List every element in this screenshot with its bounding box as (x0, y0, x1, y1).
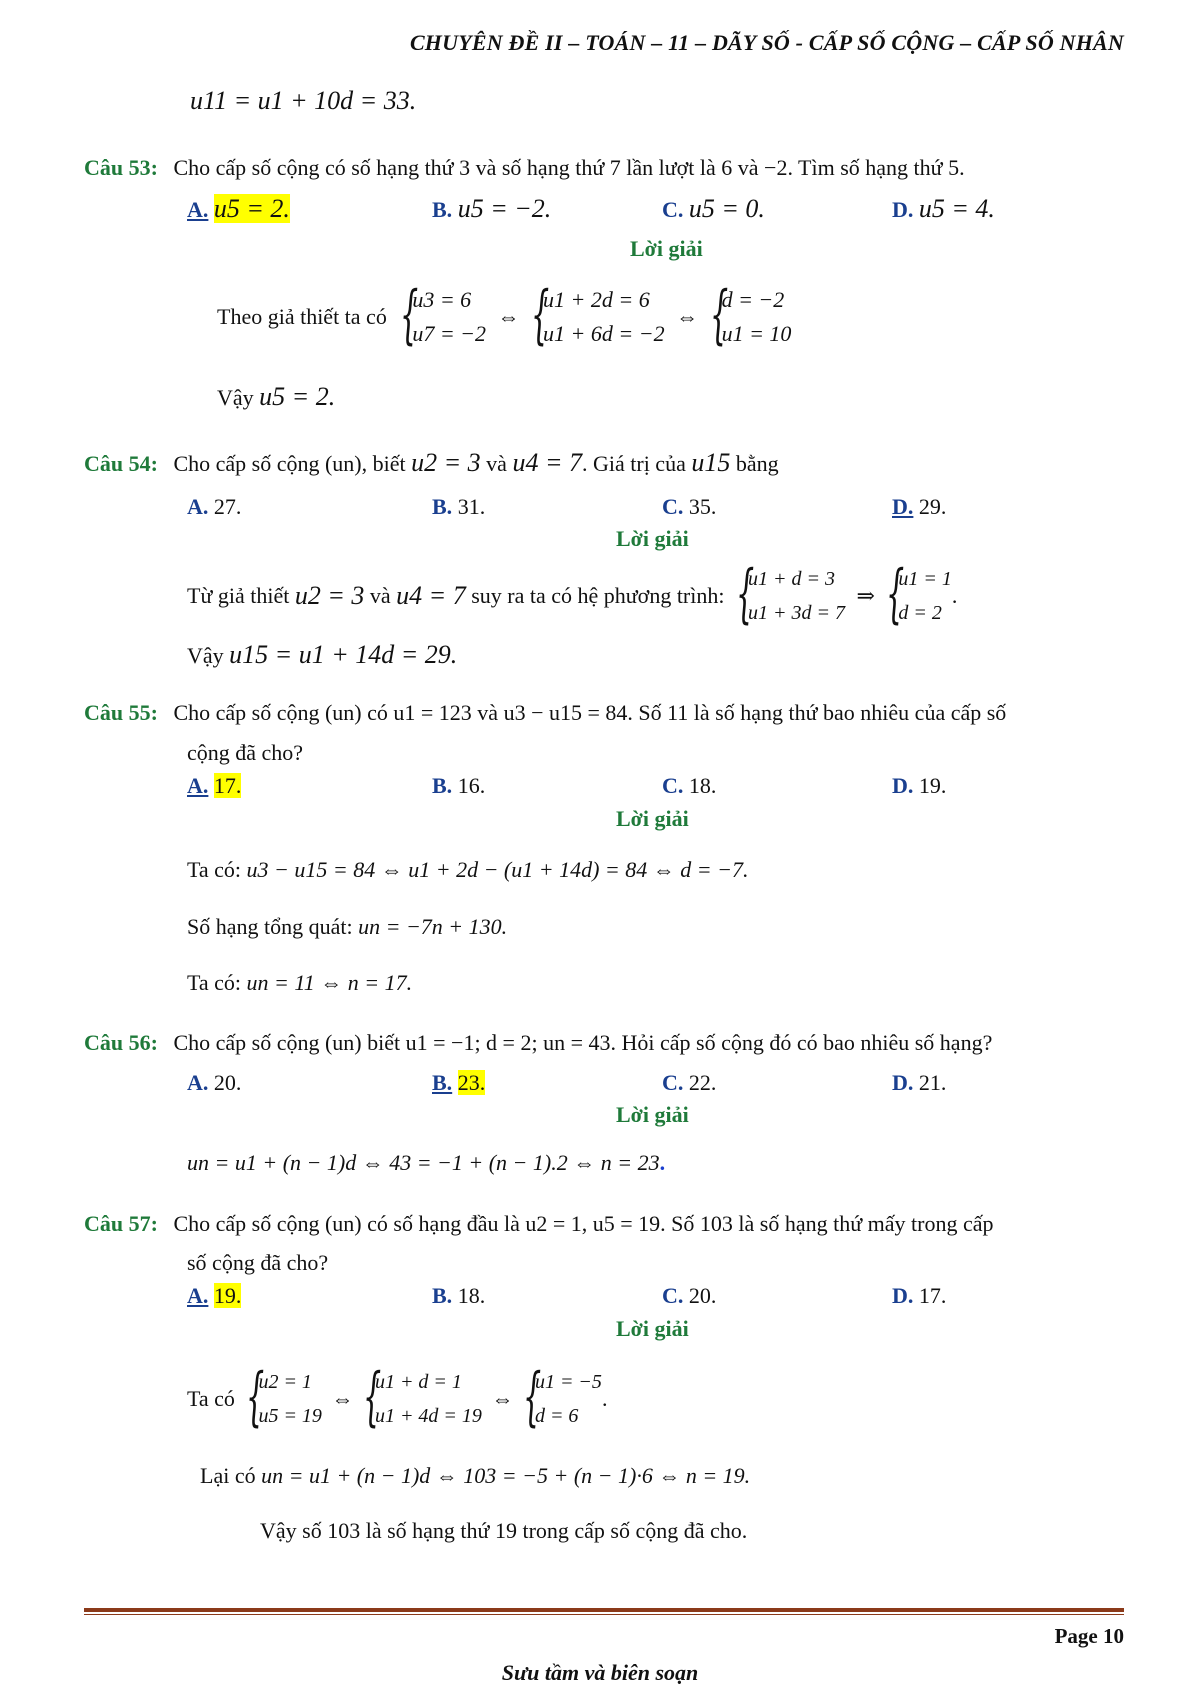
option-a[interactable] (187, 194, 290, 224)
option-c[interactable] (662, 1283, 716, 1309)
option-value: u5 = 4. (918, 194, 995, 223)
solution-55-line-3 (187, 970, 412, 996)
system-row: u1 + 3d = 7 (747, 602, 845, 624)
solution-54-system: Từ giả thiết u2 = 3 và u4 = 7 suy ra ta có hệ phương trình: { u1 + d = 3 u1 + 3d = 7 ⇒ { u1 = 1 d = 2 . (187, 557, 958, 631)
option-value: 17. (213, 773, 242, 798)
system-row: u1 = 10 (721, 321, 792, 346)
option-c[interactable] (662, 1070, 716, 1096)
option-value: u5 = 2. (213, 194, 290, 223)
question-54 (84, 448, 779, 478)
question-text: Cho cấp số cộng (un) có u1 = 123 và u3 − u15 = 84. Số 11 là số hạng thứ bao nhiêu của cấp số (173, 700, 1007, 725)
solution-heading: Lời giải (616, 1316, 689, 1341)
solution-equation: u3 − u15 = 84 ⇔ u1 + 2d − (u1 + 14d) = 84 ⇔ d = −7. (246, 857, 749, 882)
solution-prefix: Ta có: (187, 970, 242, 995)
option-letter: D. (892, 197, 914, 222)
brace-icon: { (531, 278, 550, 352)
footer-rule-thin (84, 1614, 1124, 1615)
option-letter: B. (432, 494, 453, 519)
system-row: u1 + d = 1 (374, 1371, 462, 1393)
solution-prefix: Lại có (200, 1463, 256, 1488)
option-letter: C. (662, 197, 684, 222)
solution-equation: un = 11 ⇔ n = 17. (246, 970, 413, 995)
solution-prefix: Ta có: (187, 857, 242, 882)
solution-54-conclusion (187, 640, 457, 670)
option-c[interactable] (662, 773, 716, 799)
system-row: d = 6 (534, 1405, 579, 1427)
system-row: d = 2 (898, 602, 942, 624)
solution-heading: Lời giải (616, 526, 689, 551)
solution-57-line-3: Vậy số 103 là số hạng thứ 19 trong cấp số cộng đã cho. (260, 1518, 748, 1543)
option-c[interactable] (662, 494, 716, 520)
solution-equation: un = u1 + (n − 1)d ⇔ 103 = −5 + (n − 1)·6 ⇔ n = 19. (261, 1463, 751, 1488)
option-value: 16. (457, 773, 486, 798)
option-letter: C. (662, 494, 684, 519)
question-text: Cho cấp số cộng có số hạng thứ 3 và số hạng thứ 7 lần lượt là 6 và −2. Tìm số hạng thứ 5. (173, 155, 965, 180)
question-55 (84, 700, 1006, 726)
solution-equation: un = u1 + (n − 1)d ⇔ 43 = −1 + (n − 1).2 ⇔ n = 23 (187, 1150, 660, 1175)
system-row: u1 = −5 (534, 1371, 602, 1393)
system-1 (246, 1360, 322, 1434)
option-d[interactable] (892, 1070, 946, 1096)
solution-53-conclusion (217, 382, 335, 412)
option-value: 17. (918, 1283, 947, 1308)
question-label: Câu 53: (84, 155, 158, 180)
option-a[interactable] (187, 773, 241, 799)
conclusion-equation: u15 = u1 + 14d = 29. (229, 640, 458, 669)
option-letter: B. (432, 1283, 453, 1308)
brace-icon: { (400, 278, 419, 352)
question-math: u2 = 3 (411, 448, 481, 477)
solution-heading: Lời giải (630, 236, 703, 261)
question-math: u15 (691, 448, 731, 477)
page-number: Page 10 (1054, 1624, 1124, 1648)
option-letter: D. (892, 1070, 914, 1095)
option-letter: B. (432, 773, 453, 798)
question-text: . Giá trị của (581, 451, 686, 476)
solution-text: và (369, 583, 391, 608)
brace-icon: { (522, 1360, 542, 1434)
carry-over-equation: u11 = u1 + 10d = 33. (190, 86, 417, 115)
question-text: Cho cấp số cộng (un), biết (173, 451, 406, 476)
conclusion-equation: u5 = 2. (259, 382, 336, 411)
system-row: u1 + 4d = 19 (374, 1405, 482, 1427)
option-letter: D. (892, 494, 914, 519)
option-c[interactable] (662, 194, 765, 224)
solution-math: u2 = 3 (294, 581, 365, 610)
equivalence-icon: ⇔ (676, 304, 699, 329)
option-letter: A. (187, 197, 209, 222)
solution-57-system: Ta có { u2 = 1 u5 = 19 ⇔ { u1 + d = 1 u1 + 4d = 19 ⇔ { u1 = −5 d = 6 . (187, 1360, 608, 1434)
option-value: 20. (213, 1070, 242, 1095)
option-value: 21. (918, 1070, 947, 1095)
question-55-continuation: cộng đã cho? (187, 740, 304, 765)
option-letter: C. (662, 773, 684, 798)
system-1 (400, 278, 487, 352)
system-row: u2 = 1 (258, 1371, 312, 1393)
system-1 (735, 557, 845, 631)
option-letter: A. (187, 1283, 209, 1308)
solution-57-line-2 (200, 1463, 750, 1489)
option-value: 31. (457, 494, 486, 519)
solution-55-line-1 (187, 857, 748, 883)
question-math: u4 = 7 (512, 448, 582, 477)
option-value: 23. (457, 1070, 486, 1095)
equivalence-icon: ⇔ (491, 1386, 514, 1411)
option-value: 20. (688, 1283, 717, 1308)
system-row: d = −2 (721, 287, 785, 312)
option-a[interactable] (187, 1070, 241, 1096)
solution-text: suy ra ta có hệ phương trình: (471, 583, 725, 608)
option-b[interactable] (432, 773, 485, 799)
option-letter: A. (187, 773, 209, 798)
system-2 (362, 1360, 482, 1434)
option-b[interactable] (432, 194, 551, 224)
system-row: u1 = 1 (898, 568, 952, 590)
question-label: Câu 55: (84, 700, 158, 725)
system-row: u5 = 19 (258, 1405, 322, 1427)
footer-credit: Sưu tầm và biên soạn (501, 1660, 699, 1685)
option-value: 19. (213, 1283, 242, 1308)
option-value: 27. (213, 494, 242, 519)
system-row: u3 = 6 (412, 287, 472, 312)
brace-icon: { (735, 557, 755, 631)
system-row: u1 + 6d = −2 (543, 321, 665, 346)
solution-prefix: Số hạng tổng quát: (187, 914, 353, 939)
equivalence-icon: ⇔ (331, 1386, 354, 1411)
conclusion-prefix: Vậy (187, 643, 224, 668)
option-d[interactable] (892, 494, 946, 520)
solution-math: u4 = 7 (396, 581, 466, 610)
option-value: 18. (457, 1283, 486, 1308)
brace-icon: { (709, 278, 728, 352)
option-a[interactable] (187, 1283, 241, 1309)
solution-53-system (217, 278, 792, 352)
system-row: u1 + 2d = 6 (543, 287, 650, 312)
solution-intro: Ta có (187, 1386, 235, 1411)
brace-icon: { (886, 557, 905, 631)
question-label: Câu 54: (84, 451, 158, 476)
option-b[interactable] (432, 494, 485, 520)
option-d[interactable] (892, 1283, 946, 1309)
system-row: u1 + d = 3 (747, 568, 835, 590)
option-letter: B. (432, 197, 453, 222)
option-letter: C. (662, 1283, 684, 1308)
equivalence-icon: ⇔ (497, 304, 520, 329)
question-label: Câu 56: (84, 1030, 158, 1055)
system-row: u7 = −2 (412, 321, 487, 346)
system-2 (886, 557, 952, 631)
question-label: Câu 57: (84, 1211, 158, 1236)
option-d[interactable] (892, 773, 946, 799)
option-letter: D. (892, 773, 914, 798)
question-53 (84, 155, 965, 181)
question-57-continuation: số cộng đã cho? (187, 1250, 329, 1275)
option-value: 18. (688, 773, 717, 798)
conclusion-prefix: Vậy (217, 385, 254, 410)
system-2 (531, 278, 665, 352)
option-letter: B. (432, 1070, 453, 1095)
page-header: CHUYÊN ĐỀ II – TOÁN – 11 – DÃY SỐ - CẤP SỐ CỘNG – CẤP SỐ NHÂN (409, 30, 1124, 55)
solution-period: . (659, 1150, 666, 1175)
system-3 (522, 1360, 602, 1434)
option-value: u5 = 0. (688, 194, 765, 223)
option-value: u5 = −2. (457, 194, 552, 223)
option-letter: C. (662, 1070, 684, 1095)
footer-rule (84, 1608, 1124, 1612)
option-letter: A. (187, 1070, 209, 1095)
option-d[interactable] (892, 194, 995, 224)
implies-icon: ⇒ (856, 583, 875, 608)
brace-icon: { (362, 1360, 382, 1434)
question-text: và (486, 451, 507, 476)
question-text: Cho cấp số cộng (un) có số hạng đầu là u2 = 1, u5 = 19. Số 103 là số hạng thứ mấy trong cấp (173, 1211, 994, 1236)
option-value: 22. (688, 1070, 717, 1095)
question-56 (84, 1030, 992, 1056)
option-b[interactable] (432, 1070, 485, 1096)
solution-heading: Lời giải (616, 1102, 689, 1127)
solution-heading: Lời giải (616, 806, 689, 831)
option-b[interactable] (432, 1283, 485, 1309)
question-57 (84, 1211, 994, 1237)
brace-icon: { (246, 1360, 265, 1434)
option-letter: A. (187, 494, 209, 519)
solution-55-line-2 (187, 914, 507, 940)
solution-56-line-1 (187, 1150, 665, 1176)
solution-equation: un = −7n + 130. (358, 914, 508, 939)
option-letter: D. (892, 1283, 914, 1308)
question-text: bằng (735, 451, 779, 476)
option-value: 19. (918, 773, 947, 798)
option-value: 29. (918, 494, 947, 519)
option-value: 35. (688, 494, 717, 519)
option-a[interactable] (187, 494, 241, 520)
system-3 (709, 278, 792, 352)
question-text: Cho cấp số cộng (un) biết u1 = −1; d = 2; un = 43. Hỏi cấp số cộng đó có bao nhiêu số hạng? (173, 1030, 993, 1055)
solution-intro: Theo giả thiết ta có (217, 304, 387, 329)
solution-intro: Từ giả thiết (187, 583, 290, 608)
